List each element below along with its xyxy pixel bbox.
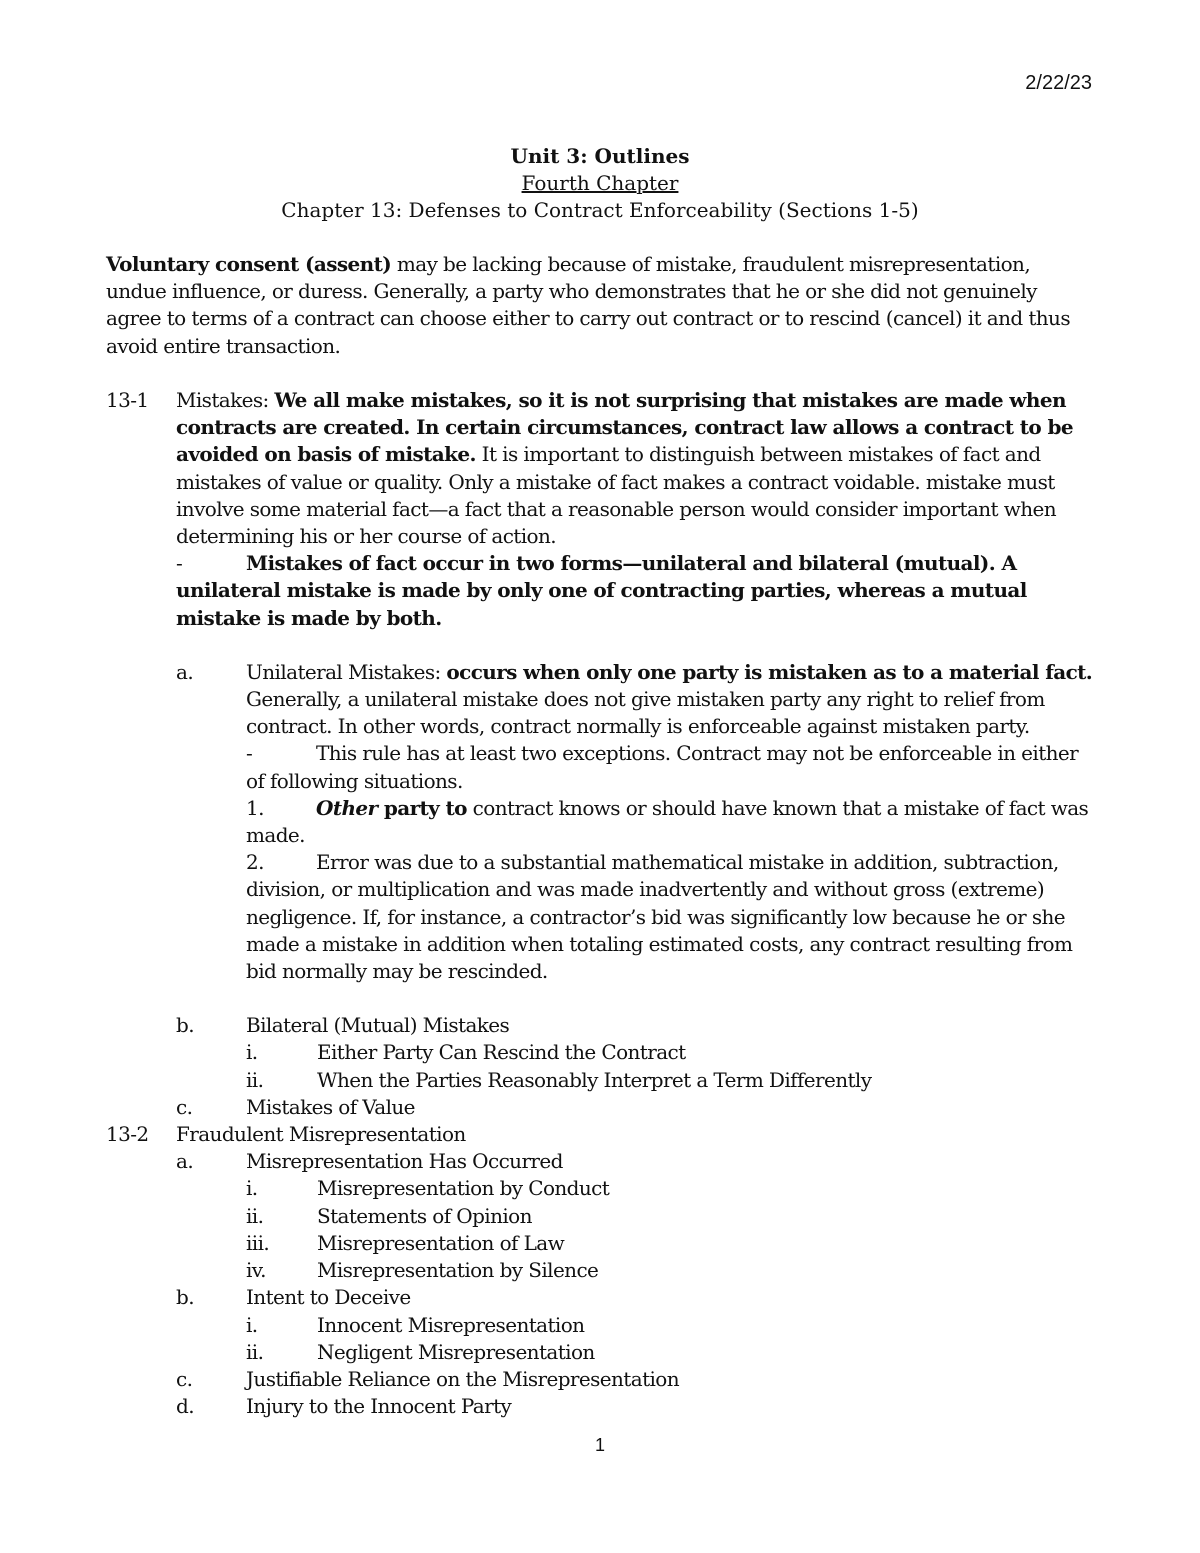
subitem (106, 1067, 1096, 1094)
item-injury (106, 1393, 1096, 1420)
intro-bold-term: Voluntary consent (assent) (106, 252, 392, 276)
exception-text: contract knows or should have known that a mistake of fact was made. (246, 795, 1089, 848)
subitem-text: Either Party Can Rescind the Contract (317, 1040, 686, 1065)
item-label: Injury to the Innocent Party (246, 1394, 512, 1419)
subitem (106, 1203, 1096, 1230)
item-justifiable-reliance (106, 1366, 1096, 1393)
item-dash-note (246, 741, 1078, 792)
subitem-text: Misrepresentation by Conduct (317, 1176, 610, 1201)
section-13-1-content (176, 387, 1096, 632)
exception-number: 2. (246, 850, 264, 875)
subitem-text: Statements of Opinion (317, 1203, 532, 1228)
item-bold-text: occurs when only one party is mistaken as to a material fact. (446, 659, 1093, 684)
subitem-number: iv. (246, 1258, 266, 1283)
subitem (106, 1175, 1096, 1202)
item-misrepresentation-occurred (106, 1148, 1096, 1175)
item-content (246, 659, 1096, 985)
chapter-label: Fourth Chapter (521, 171, 679, 195)
exception-1 (246, 796, 1088, 847)
subitem-text: Misrepresentation of Law (317, 1230, 565, 1255)
dash-marker: - (246, 741, 253, 766)
item-unilateral-mistakes (106, 659, 1096, 985)
dash-note-text: This rule has at least two exceptions. Contract may not be enforceable in either of following situations. (246, 741, 1079, 793)
exception-number: 1. (246, 795, 264, 820)
item-letter: a. (176, 659, 194, 684)
subitem-number: ii. (246, 1339, 264, 1364)
section-number: 13-2 (106, 1122, 149, 1147)
section-dash-note (176, 551, 1027, 629)
item-label: Unilateral Mistakes: (246, 659, 447, 684)
chapter-title: Chapter 13: Defenses to Contract Enforceability (Sections 1-5) (281, 198, 919, 222)
subitem (106, 1312, 1096, 1339)
exception-italic: Other (316, 795, 378, 820)
item-label: Mistakes of Value (246, 1094, 415, 1119)
exception-text: Error was due to a substantial mathematical mistake in addition, subtraction, division, or multiplication and was made inadvertently and without gross (extreme) negligence. If, for instance, a contractor’s bid was significantly low because he or she made a mistake in addition when totaling estimated costs, any contract resulting from bid normally may be rescinded. (246, 850, 1073, 984)
item-letter: b. (176, 1013, 194, 1038)
subitem (106, 1339, 1096, 1366)
subitem (106, 1230, 1096, 1257)
section-text: It is important to distinguish between mistakes of fact and mistakes of value or quality. Only a mistake of fact makes a contract voidable. mistake must involve some material fact—a fact that a reasonable person would consider important when determining his or her course of action. (176, 442, 1057, 549)
unit-title: Unit 3: Outlines (510, 144, 690, 168)
intro-text: may be lacking because of mistake, fraudulent misrepresentation, undue influence, or duress. Generally, a party who demonstrates that he or she did not genuinely agree to terms of a contract can choose either to carry out contract or to rescind (cancel) it and thus avoid entire transaction. (106, 252, 1070, 358)
subitem-number: iii. (246, 1230, 270, 1255)
page-number: 1 (594, 1435, 605, 1455)
subitem-text: Innocent Misrepresentation (317, 1312, 585, 1337)
dash-note-text: Mistakes of fact occur in two forms—unilateral and bilateral (mutual). A unilateral mistake is made by only one of contracting parties, whereas a mutual mistake is made by both. (176, 551, 1027, 630)
item-label: Misrepresentation Has Occurred (246, 1149, 563, 1174)
subitem-number: i. (246, 1176, 258, 1201)
item-letter: c. (176, 1094, 193, 1119)
section-13-2 (106, 1121, 1096, 1148)
item-mistakes-of-value (106, 1094, 1096, 1121)
section-number: 13-1 (106, 388, 149, 412)
subitem-text: When the Parties Reasonably Interpret a Term Differently (317, 1067, 872, 1092)
item-letter: a. (176, 1149, 194, 1174)
section-label: Fraudulent Misrepresentation (176, 1122, 466, 1147)
subitem-text: Negligent Misrepresentation (317, 1339, 595, 1364)
item-letter: c. (176, 1366, 193, 1391)
exception-2 (246, 850, 1072, 983)
section-bold-text: We all make mistakes, so it is not surprising that mistakes are made when contracts are created. In certain circumstances, contract law allows a contract to be avoided on basis of mistake. (176, 388, 1073, 467)
subitem-number: i. (246, 1040, 258, 1065)
item-label: Bilateral (Mutual) Mistakes (246, 1013, 510, 1038)
item-label: Justifiable Reliance on the Misrepresentation (246, 1366, 680, 1391)
document-date: 2/22/23 (1025, 72, 1092, 94)
section-label: Mistakes: (176, 388, 275, 412)
item-label: Intent to Deceive (246, 1285, 411, 1310)
subitem-number: ii. (246, 1203, 264, 1228)
section-13-1 (106, 387, 1096, 632)
subitem-number: ii. (246, 1067, 264, 1092)
dash-marker: - (176, 551, 183, 576)
item-letter: b. (176, 1285, 194, 1310)
outline-body (106, 387, 1096, 1420)
item-text: Generally, a unilateral mistake does not give mistaken party any right to relief from contract. In other words, contract normally is enforceable against mistaken party. (246, 687, 1045, 739)
subitem (106, 1039, 1096, 1066)
intro-paragraph (106, 251, 1096, 360)
exception-bold: party to (377, 795, 467, 820)
subitem-text: Misrepresentation by Silence (317, 1258, 599, 1283)
subitem (106, 1257, 1096, 1284)
item-intent-to-deceive (106, 1284, 1096, 1311)
item-bilateral-mistakes (106, 1012, 1096, 1039)
subitem-number: i. (246, 1312, 258, 1337)
item-letter: d. (176, 1394, 194, 1419)
